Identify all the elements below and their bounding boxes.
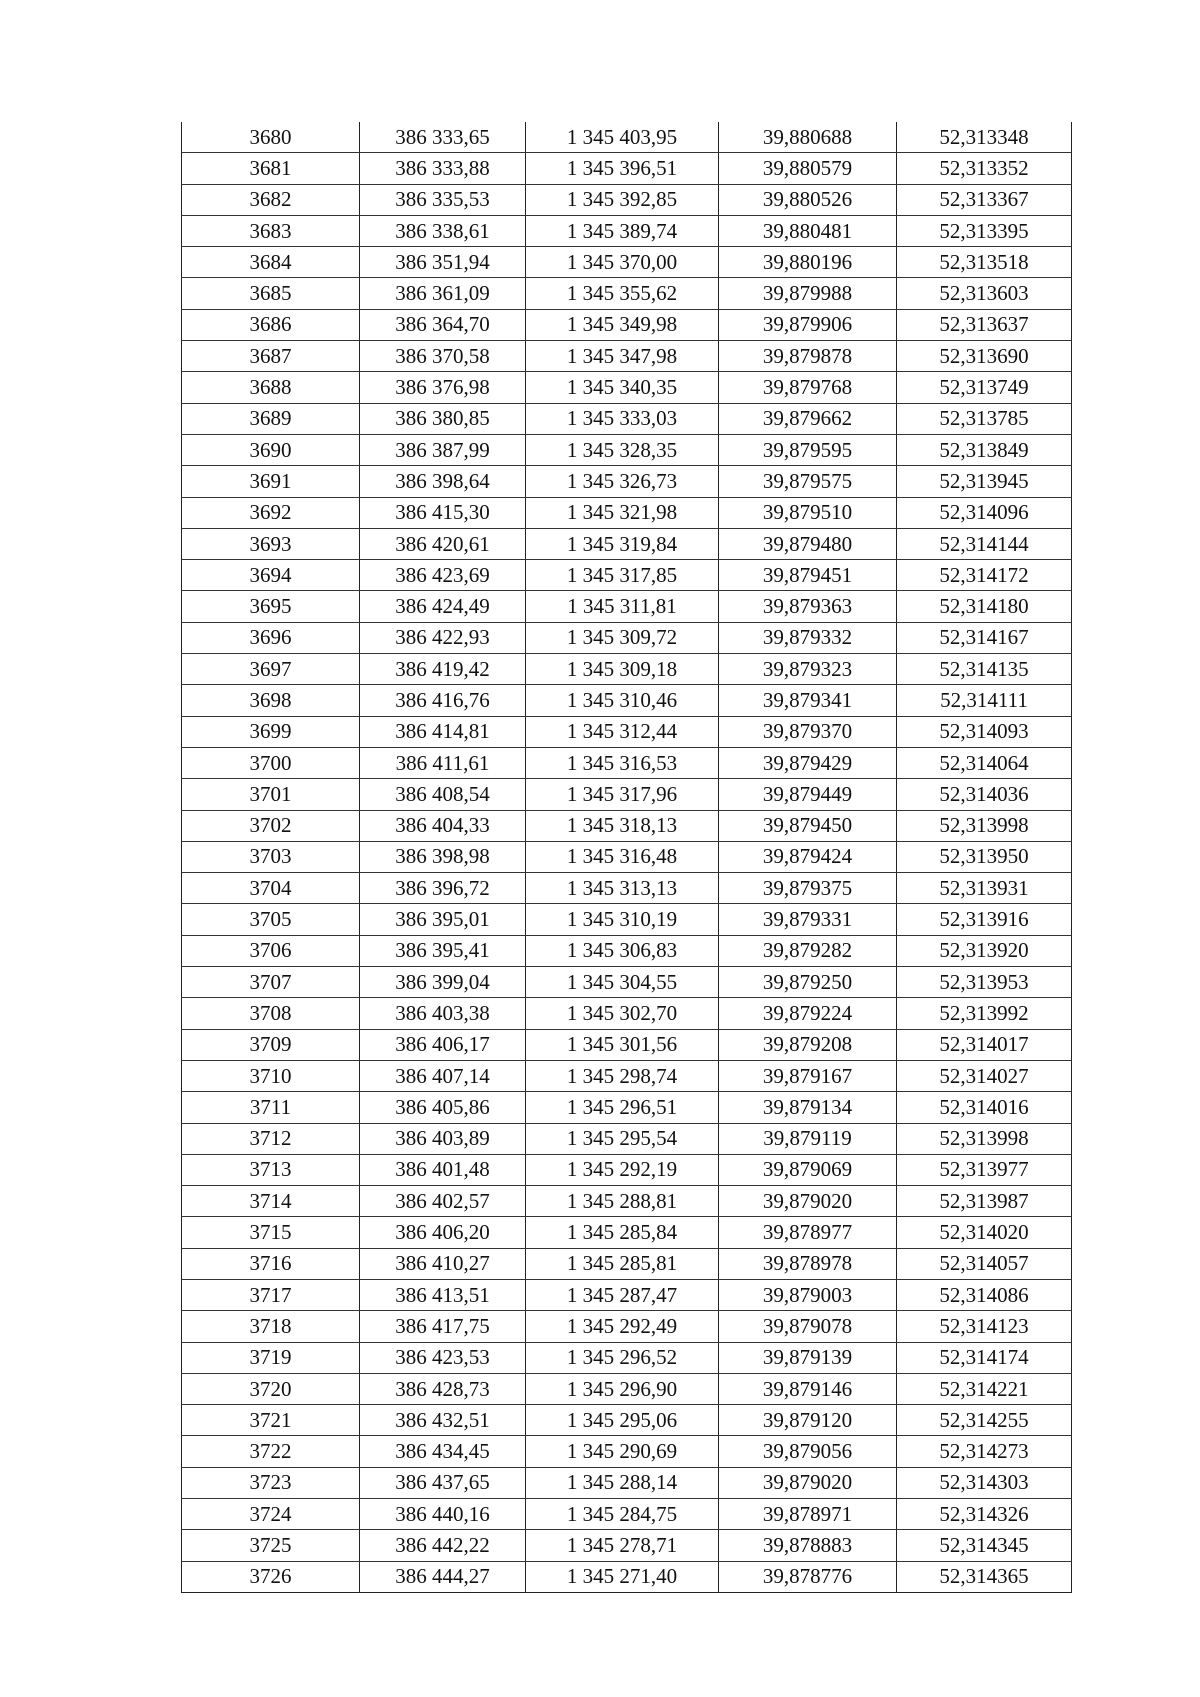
- point-number-cell: 3720: [182, 1373, 360, 1404]
- x-coordinate-cell: 386 403,89: [360, 1123, 526, 1154]
- table-row: [182, 309, 1072, 340]
- table-row: [182, 1060, 1072, 1091]
- table-row: [182, 528, 1072, 559]
- latitude-cell: 39,879224: [719, 998, 897, 1029]
- longitude-cell: 52,313518: [897, 247, 1072, 278]
- latitude-cell: 39,879208: [719, 1029, 897, 1060]
- x-coordinate-cell: 386 338,61: [360, 215, 526, 246]
- y-coordinate-cell: 1 345 295,54: [526, 1123, 719, 1154]
- latitude-cell: 39,880579: [719, 153, 897, 184]
- x-coordinate-cell: 386 434,45: [360, 1436, 526, 1467]
- y-coordinate-cell: 1 345 318,13: [526, 810, 719, 841]
- longitude-cell: 52,314303: [897, 1467, 1072, 1498]
- point-number-cell: 3704: [182, 873, 360, 904]
- table-row: [182, 1342, 1072, 1373]
- table-row: [182, 685, 1072, 716]
- longitude-cell: 52,314064: [897, 747, 1072, 778]
- y-coordinate-cell: 1 345 370,00: [526, 247, 719, 278]
- latitude-cell: 39,879323: [719, 654, 897, 685]
- y-coordinate-cell: 1 345 298,74: [526, 1060, 719, 1091]
- latitude-cell: 39,879375: [719, 873, 897, 904]
- latitude-cell: 39,878978: [719, 1248, 897, 1279]
- x-coordinate-cell: 386 406,17: [360, 1029, 526, 1060]
- coordinates-table: [181, 122, 1072, 1593]
- x-coordinate-cell: 386 404,33: [360, 810, 526, 841]
- latitude-cell: 39,879988: [719, 278, 897, 309]
- y-coordinate-cell: 1 345 309,18: [526, 654, 719, 685]
- y-coordinate-cell: 1 345 295,06: [526, 1405, 719, 1436]
- point-number-cell: 3714: [182, 1186, 360, 1217]
- point-number-cell: 3717: [182, 1279, 360, 1310]
- latitude-cell: 39,879146: [719, 1373, 897, 1404]
- y-coordinate-cell: 1 345 328,35: [526, 434, 719, 465]
- table-row: [182, 1123, 1072, 1154]
- longitude-cell: 52,314096: [897, 497, 1072, 528]
- x-coordinate-cell: 386 413,51: [360, 1279, 526, 1310]
- latitude-cell: 39,879451: [719, 560, 897, 591]
- y-coordinate-cell: 1 345 304,55: [526, 967, 719, 998]
- latitude-cell: 39,879134: [719, 1092, 897, 1123]
- latitude-cell: 39,879003: [719, 1279, 897, 1310]
- point-number-cell: 3701: [182, 779, 360, 810]
- x-coordinate-cell: 386 415,30: [360, 497, 526, 528]
- x-coordinate-cell: 386 335,53: [360, 184, 526, 215]
- latitude-cell: 39,879120: [719, 1405, 897, 1436]
- table-row: [182, 1092, 1072, 1123]
- table-row: [182, 1311, 1072, 1342]
- table-row: [182, 122, 1072, 153]
- y-coordinate-cell: 1 345 333,03: [526, 403, 719, 434]
- latitude-cell: 39,879595: [719, 434, 897, 465]
- point-number-cell: 3686: [182, 309, 360, 340]
- longitude-cell: 52,313367: [897, 184, 1072, 215]
- table-row: [182, 215, 1072, 246]
- latitude-cell: 39,879510: [719, 497, 897, 528]
- y-coordinate-cell: 1 345 301,56: [526, 1029, 719, 1060]
- table-row: [182, 403, 1072, 434]
- latitude-cell: 39,879575: [719, 466, 897, 497]
- point-number-cell: 3683: [182, 215, 360, 246]
- latitude-cell: 39,879078: [719, 1311, 897, 1342]
- table-row: [182, 1405, 1072, 1436]
- latitude-cell: 39,879056: [719, 1436, 897, 1467]
- y-coordinate-cell: 1 345 288,81: [526, 1186, 719, 1217]
- point-number-cell: 3708: [182, 998, 360, 1029]
- point-number-cell: 3700: [182, 747, 360, 778]
- x-coordinate-cell: 386 402,57: [360, 1186, 526, 1217]
- x-coordinate-cell: 386 437,65: [360, 1467, 526, 1498]
- x-coordinate-cell: 386 419,42: [360, 654, 526, 685]
- x-coordinate-cell: 386 403,38: [360, 998, 526, 1029]
- longitude-cell: 52,314057: [897, 1248, 1072, 1279]
- y-coordinate-cell: 1 345 302,70: [526, 998, 719, 1029]
- latitude-cell: 39,879139: [719, 1342, 897, 1373]
- table-row: [182, 341, 1072, 372]
- table-row: [182, 1154, 1072, 1185]
- table-row: [182, 184, 1072, 215]
- point-number-cell: 3689: [182, 403, 360, 434]
- x-coordinate-cell: 386 417,75: [360, 1311, 526, 1342]
- table-row: [182, 1029, 1072, 1060]
- latitude-cell: 39,879069: [719, 1154, 897, 1185]
- y-coordinate-cell: 1 345 389,74: [526, 215, 719, 246]
- x-coordinate-cell: 386 395,01: [360, 904, 526, 935]
- longitude-cell: 52,314123: [897, 1311, 1072, 1342]
- y-coordinate-cell: 1 345 285,81: [526, 1248, 719, 1279]
- latitude-cell: 39,880526: [719, 184, 897, 215]
- x-coordinate-cell: 386 444,27: [360, 1561, 526, 1592]
- x-coordinate-cell: 386 401,48: [360, 1154, 526, 1185]
- longitude-cell: 52,314017: [897, 1029, 1072, 1060]
- point-number-cell: 3719: [182, 1342, 360, 1373]
- longitude-cell: 52,313998: [897, 1123, 1072, 1154]
- longitude-cell: 52,313603: [897, 278, 1072, 309]
- x-coordinate-cell: 386 405,86: [360, 1092, 526, 1123]
- x-coordinate-cell: 386 408,54: [360, 779, 526, 810]
- table-row: [182, 466, 1072, 497]
- point-number-cell: 3682: [182, 184, 360, 215]
- latitude-cell: 39,879331: [719, 904, 897, 935]
- x-coordinate-cell: 386 398,64: [360, 466, 526, 497]
- longitude-cell: 52,313690: [897, 341, 1072, 372]
- longitude-cell: 52,314180: [897, 591, 1072, 622]
- y-coordinate-cell: 1 345 317,96: [526, 779, 719, 810]
- x-coordinate-cell: 386 428,73: [360, 1373, 526, 1404]
- point-number-cell: 3697: [182, 654, 360, 685]
- longitude-cell: 52,313348: [897, 122, 1072, 153]
- latitude-cell: 39,879450: [719, 810, 897, 841]
- point-number-cell: 3726: [182, 1561, 360, 1592]
- x-coordinate-cell: 386 406,20: [360, 1217, 526, 1248]
- longitude-cell: 52,314273: [897, 1436, 1072, 1467]
- y-coordinate-cell: 1 345 403,95: [526, 122, 719, 153]
- x-coordinate-cell: 386 423,69: [360, 560, 526, 591]
- point-number-cell: 3721: [182, 1405, 360, 1436]
- longitude-cell: 52,313950: [897, 841, 1072, 872]
- point-number-cell: 3698: [182, 685, 360, 716]
- x-coordinate-cell: 386 440,16: [360, 1499, 526, 1530]
- y-coordinate-cell: 1 345 312,44: [526, 716, 719, 747]
- x-coordinate-cell: 386 396,72: [360, 873, 526, 904]
- point-number-cell: 3685: [182, 278, 360, 309]
- longitude-cell: 52,314016: [897, 1092, 1072, 1123]
- x-coordinate-cell: 386 442,22: [360, 1530, 526, 1561]
- x-coordinate-cell: 386 361,09: [360, 278, 526, 309]
- latitude-cell: 39,879480: [719, 528, 897, 559]
- latitude-cell: 39,879768: [719, 372, 897, 403]
- longitude-cell: 52,314365: [897, 1561, 1072, 1592]
- point-number-cell: 3707: [182, 967, 360, 998]
- x-coordinate-cell: 386 364,70: [360, 309, 526, 340]
- y-coordinate-cell: 1 345 317,85: [526, 560, 719, 591]
- x-coordinate-cell: 386 398,98: [360, 841, 526, 872]
- table-row: [182, 622, 1072, 653]
- x-coordinate-cell: 386 424,49: [360, 591, 526, 622]
- table-row: [182, 779, 1072, 810]
- latitude-cell: 39,880481: [719, 215, 897, 246]
- table-row: [182, 1186, 1072, 1217]
- x-coordinate-cell: 386 399,04: [360, 967, 526, 998]
- point-number-cell: 3681: [182, 153, 360, 184]
- x-coordinate-cell: 386 432,51: [360, 1405, 526, 1436]
- y-coordinate-cell: 1 345 316,48: [526, 841, 719, 872]
- x-coordinate-cell: 386 387,99: [360, 434, 526, 465]
- x-coordinate-cell: 386 423,53: [360, 1342, 526, 1373]
- longitude-cell: 52,313945: [897, 466, 1072, 497]
- longitude-cell: 52,314326: [897, 1499, 1072, 1530]
- longitude-cell: 52,314221: [897, 1373, 1072, 1404]
- point-number-cell: 3723: [182, 1467, 360, 1498]
- y-coordinate-cell: 1 345 292,49: [526, 1311, 719, 1342]
- point-number-cell: 3712: [182, 1123, 360, 1154]
- table-row: [182, 841, 1072, 872]
- latitude-cell: 39,879282: [719, 935, 897, 966]
- x-coordinate-cell: 386 333,65: [360, 122, 526, 153]
- x-coordinate-cell: 386 414,81: [360, 716, 526, 747]
- latitude-cell: 39,879341: [719, 685, 897, 716]
- y-coordinate-cell: 1 345 396,51: [526, 153, 719, 184]
- point-number-cell: 3706: [182, 935, 360, 966]
- table-row: [182, 1561, 1072, 1592]
- table-row: [182, 747, 1072, 778]
- longitude-cell: 52,313749: [897, 372, 1072, 403]
- table-row: [182, 1248, 1072, 1279]
- point-number-cell: 3715: [182, 1217, 360, 1248]
- longitude-cell: 52,314167: [897, 622, 1072, 653]
- point-number-cell: 3690: [182, 434, 360, 465]
- point-number-cell: 3692: [182, 497, 360, 528]
- latitude-cell: 39,879020: [719, 1186, 897, 1217]
- x-coordinate-cell: 386 407,14: [360, 1060, 526, 1091]
- y-coordinate-cell: 1 345 296,52: [526, 1342, 719, 1373]
- latitude-cell: 39,879020: [719, 1467, 897, 1498]
- y-coordinate-cell: 1 345 392,85: [526, 184, 719, 215]
- y-coordinate-cell: 1 345 285,84: [526, 1217, 719, 1248]
- table-row: [182, 434, 1072, 465]
- y-coordinate-cell: 1 345 278,71: [526, 1530, 719, 1561]
- x-coordinate-cell: 386 351,94: [360, 247, 526, 278]
- y-coordinate-cell: 1 345 306,83: [526, 935, 719, 966]
- table-row: [182, 654, 1072, 685]
- longitude-cell: 52,313785: [897, 403, 1072, 434]
- point-number-cell: 3725: [182, 1530, 360, 1561]
- latitude-cell: 39,880688: [719, 122, 897, 153]
- point-number-cell: 3703: [182, 841, 360, 872]
- y-coordinate-cell: 1 345 316,53: [526, 747, 719, 778]
- latitude-cell: 39,879119: [719, 1123, 897, 1154]
- table-row: [182, 247, 1072, 278]
- point-number-cell: 3711: [182, 1092, 360, 1123]
- latitude-cell: 39,879429: [719, 747, 897, 778]
- point-number-cell: 3716: [182, 1248, 360, 1279]
- y-coordinate-cell: 1 345 310,19: [526, 904, 719, 935]
- y-coordinate-cell: 1 345 284,75: [526, 1499, 719, 1530]
- longitude-cell: 52,314111: [897, 685, 1072, 716]
- longitude-cell: 52,314135: [897, 654, 1072, 685]
- x-coordinate-cell: 386 370,58: [360, 341, 526, 372]
- longitude-cell: 52,313916: [897, 904, 1072, 935]
- point-number-cell: 3693: [182, 528, 360, 559]
- point-number-cell: 3718: [182, 1311, 360, 1342]
- point-number-cell: 3705: [182, 904, 360, 935]
- point-number-cell: 3696: [182, 622, 360, 653]
- latitude-cell: 39,878776: [719, 1561, 897, 1592]
- table-row: [182, 810, 1072, 841]
- x-coordinate-cell: 386 411,61: [360, 747, 526, 778]
- longitude-cell: 52,314086: [897, 1279, 1072, 1310]
- x-coordinate-cell: 386 380,85: [360, 403, 526, 434]
- table-row: [182, 153, 1072, 184]
- table-row: [182, 1373, 1072, 1404]
- latitude-cell: 39,878883: [719, 1530, 897, 1561]
- y-coordinate-cell: 1 345 340,35: [526, 372, 719, 403]
- table-row: [182, 560, 1072, 591]
- point-number-cell: 3691: [182, 466, 360, 497]
- point-number-cell: 3695: [182, 591, 360, 622]
- y-coordinate-cell: 1 345 347,98: [526, 341, 719, 372]
- y-coordinate-cell: 1 345 288,14: [526, 1467, 719, 1498]
- table-row: [182, 935, 1072, 966]
- y-coordinate-cell: 1 345 290,69: [526, 1436, 719, 1467]
- point-number-cell: 3694: [182, 560, 360, 591]
- y-coordinate-cell: 1 345 311,81: [526, 591, 719, 622]
- x-coordinate-cell: 386 333,88: [360, 153, 526, 184]
- longitude-cell: 52,313998: [897, 810, 1072, 841]
- table-row: [182, 1467, 1072, 1498]
- longitude-cell: 52,314174: [897, 1342, 1072, 1373]
- table-row: [182, 716, 1072, 747]
- longitude-cell: 52,313977: [897, 1154, 1072, 1185]
- table-row: [182, 497, 1072, 528]
- longitude-cell: 52,313352: [897, 153, 1072, 184]
- latitude-cell: 39,879449: [719, 779, 897, 810]
- point-number-cell: 3709: [182, 1029, 360, 1060]
- point-number-cell: 3680: [182, 122, 360, 153]
- point-number-cell: 3724: [182, 1499, 360, 1530]
- y-coordinate-cell: 1 345 296,90: [526, 1373, 719, 1404]
- y-coordinate-cell: 1 345 321,98: [526, 497, 719, 528]
- y-coordinate-cell: 1 345 319,84: [526, 528, 719, 559]
- longitude-cell: 52,314255: [897, 1405, 1072, 1436]
- longitude-cell: 52,313637: [897, 309, 1072, 340]
- latitude-cell: 39,879662: [719, 403, 897, 434]
- latitude-cell: 39,879370: [719, 716, 897, 747]
- table-row: [182, 1279, 1072, 1310]
- latitude-cell: 39,878977: [719, 1217, 897, 1248]
- y-coordinate-cell: 1 345 349,98: [526, 309, 719, 340]
- longitude-cell: 52,313920: [897, 935, 1072, 966]
- longitude-cell: 52,313395: [897, 215, 1072, 246]
- table-row: [182, 1217, 1072, 1248]
- y-coordinate-cell: 1 345 271,40: [526, 1561, 719, 1592]
- y-coordinate-cell: 1 345 310,46: [526, 685, 719, 716]
- table-row: [182, 873, 1072, 904]
- longitude-cell: 52,313849: [897, 434, 1072, 465]
- table-row: [182, 1436, 1072, 1467]
- table-row: [182, 1530, 1072, 1561]
- y-coordinate-cell: 1 345 355,62: [526, 278, 719, 309]
- latitude-cell: 39,880196: [719, 247, 897, 278]
- table-row: [182, 591, 1072, 622]
- x-coordinate-cell: 386 416,76: [360, 685, 526, 716]
- latitude-cell: 39,879906: [719, 309, 897, 340]
- latitude-cell: 39,879167: [719, 1060, 897, 1091]
- point-number-cell: 3702: [182, 810, 360, 841]
- latitude-cell: 39,879250: [719, 967, 897, 998]
- table-row: [182, 372, 1072, 403]
- y-coordinate-cell: 1 345 296,51: [526, 1092, 719, 1123]
- y-coordinate-cell: 1 345 292,19: [526, 1154, 719, 1185]
- table-row: [182, 904, 1072, 935]
- latitude-cell: 39,878971: [719, 1499, 897, 1530]
- y-coordinate-cell: 1 345 287,47: [526, 1279, 719, 1310]
- y-coordinate-cell: 1 345 309,72: [526, 622, 719, 653]
- table-row: [182, 1499, 1072, 1530]
- longitude-cell: 52,314036: [897, 779, 1072, 810]
- latitude-cell: 39,879332: [719, 622, 897, 653]
- y-coordinate-cell: 1 345 326,73: [526, 466, 719, 497]
- point-number-cell: 3684: [182, 247, 360, 278]
- table-row: [182, 998, 1072, 1029]
- longitude-cell: 52,314020: [897, 1217, 1072, 1248]
- point-number-cell: 3713: [182, 1154, 360, 1185]
- point-number-cell: 3710: [182, 1060, 360, 1091]
- longitude-cell: 52,313953: [897, 967, 1072, 998]
- longitude-cell: 52,314027: [897, 1060, 1072, 1091]
- longitude-cell: 52,314093: [897, 716, 1072, 747]
- x-coordinate-cell: 386 395,41: [360, 935, 526, 966]
- y-coordinate-cell: 1 345 313,13: [526, 873, 719, 904]
- longitude-cell: 52,314345: [897, 1530, 1072, 1561]
- latitude-cell: 39,879424: [719, 841, 897, 872]
- longitude-cell: 52,313931: [897, 873, 1072, 904]
- x-coordinate-cell: 386 420,61: [360, 528, 526, 559]
- point-number-cell: 3687: [182, 341, 360, 372]
- longitude-cell: 52,313992: [897, 998, 1072, 1029]
- table-row: [182, 278, 1072, 309]
- table-row: [182, 967, 1072, 998]
- point-number-cell: 3699: [182, 716, 360, 747]
- coordinates-table-body: [182, 122, 1072, 1592]
- x-coordinate-cell: 386 410,27: [360, 1248, 526, 1279]
- latitude-cell: 39,879363: [719, 591, 897, 622]
- point-number-cell: 3722: [182, 1436, 360, 1467]
- x-coordinate-cell: 386 376,98: [360, 372, 526, 403]
- point-number-cell: 3688: [182, 372, 360, 403]
- x-coordinate-cell: 386 422,93: [360, 622, 526, 653]
- longitude-cell: 52,314144: [897, 528, 1072, 559]
- longitude-cell: 52,313987: [897, 1186, 1072, 1217]
- latitude-cell: 39,879878: [719, 341, 897, 372]
- longitude-cell: 52,314172: [897, 560, 1072, 591]
